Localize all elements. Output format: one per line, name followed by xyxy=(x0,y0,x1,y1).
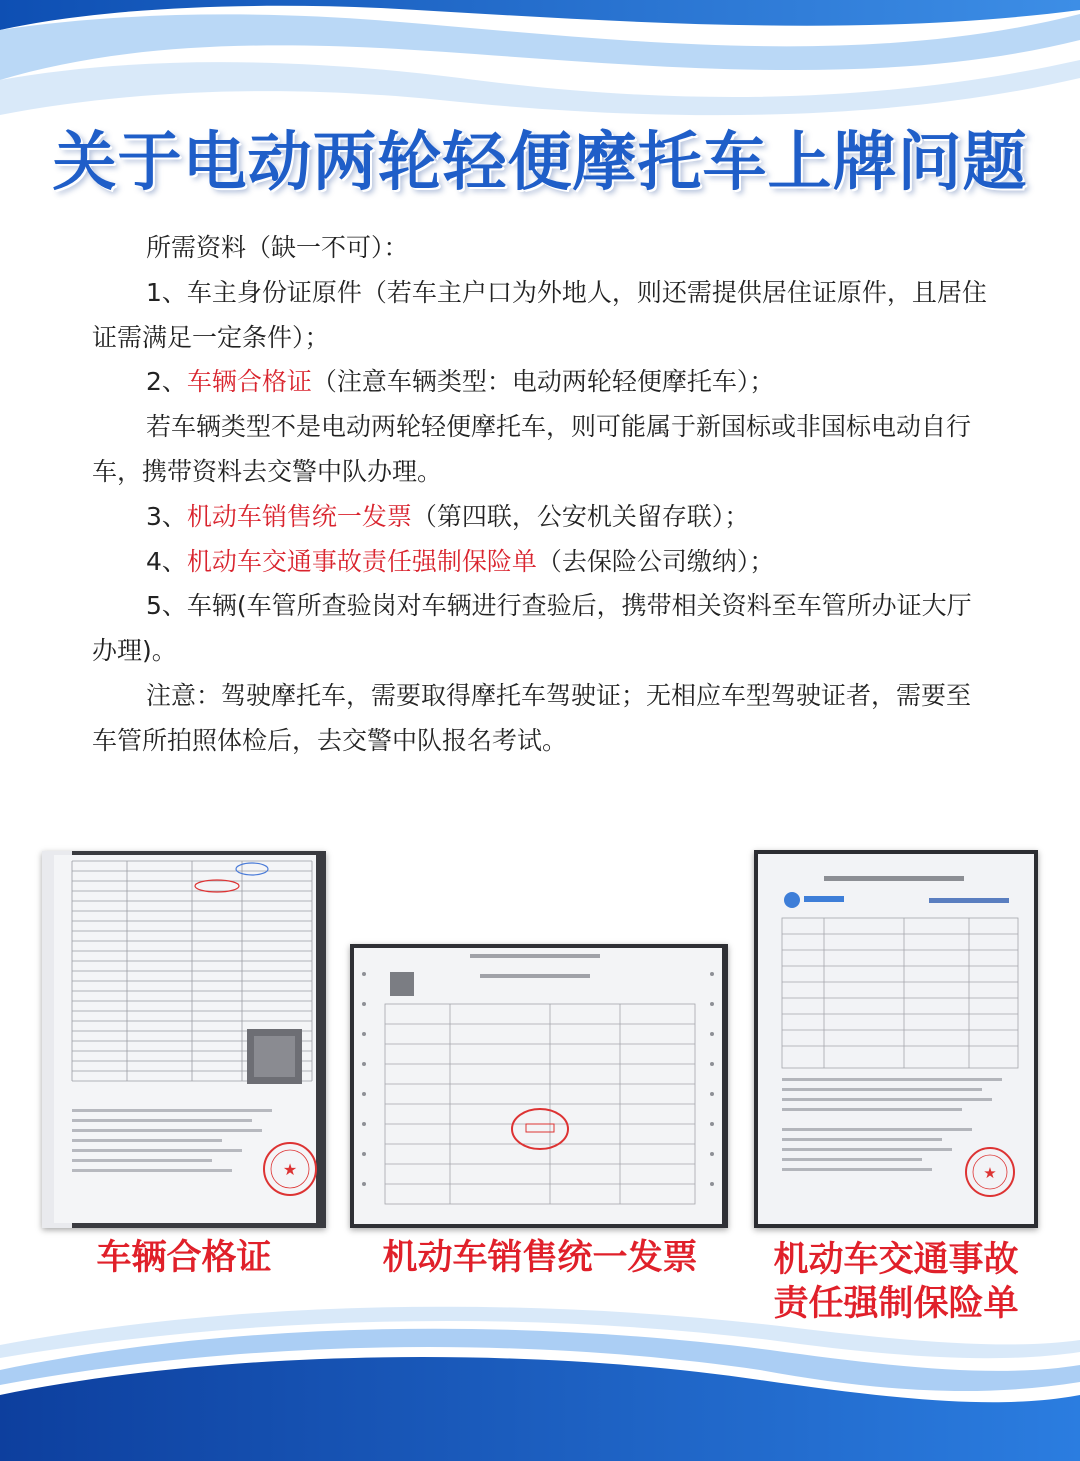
insurance-photo xyxy=(754,850,1038,1228)
intro-line: 所需资料（缺一不可）： xyxy=(146,233,409,262)
caption-insurance-line1: 机动车交通事故 xyxy=(773,1240,1019,1280)
item-4-highlight: 机动车交通事故责任强制保险单 xyxy=(186,546,537,576)
svg-text:★: ★ xyxy=(983,1164,997,1182)
caption-invoice: 机动车销售统一发票 xyxy=(382,1238,698,1278)
item-5: 5、车辆(车管所查验岗对车辆进行查验后，携带相关资料至车管所办证大厅办理)。 xyxy=(92,591,972,666)
item-4-prefix: 4、 xyxy=(146,546,187,576)
item-2 xyxy=(92,360,992,405)
item-2-prefix: 2、 xyxy=(146,367,187,397)
certificate-photo xyxy=(42,851,326,1228)
item-4-rest: （去保险公司缴纳）； xyxy=(536,546,775,576)
caption-insurance-line2: 责任强制保险单 xyxy=(773,1284,1019,1324)
requirements-text xyxy=(92,226,992,764)
item-1: 1、车主身份证原件（若车主户口为外地人，则还需提供居住证原件，且居住证需满足一定条件）； xyxy=(92,277,987,352)
item-4 xyxy=(92,540,992,585)
certificate-illustration xyxy=(42,851,326,1228)
item-2-highlight: 车辆合格证 xyxy=(186,367,312,397)
caption-certificate: 车辆合格证 xyxy=(96,1238,272,1278)
caption-insurance xyxy=(750,1238,1042,1326)
item-2-rest: （注意车辆类型：电动两轮轻便摩托车）； xyxy=(311,367,775,397)
item-3-prefix: 3、 xyxy=(146,501,187,531)
invoice-illustration xyxy=(350,944,728,1228)
item-3 xyxy=(92,495,992,540)
item-3-rest: （第四联，公安机关留存联）； xyxy=(411,501,750,531)
item-3-highlight: 机动车销售统一发票 xyxy=(186,501,412,531)
note-line: 注意：驾驶摩托车，需要取得摩托车驾驶证；无相应车型驾驶证者，需要至车管所拍照体检后，去交警中队报名考试。 xyxy=(92,680,972,755)
invoice-photo xyxy=(350,944,728,1228)
svg-text:★: ★ xyxy=(282,1160,298,1179)
page-title: 关于电动两轮轻便摩托车上牌问题 xyxy=(52,126,1028,200)
insurance-illustration xyxy=(754,850,1038,1228)
item-2-note: 若车辆类型不是电动两轮轻便摩托车，则可能属于新国标或非国标电动自行车，携带资料去交警中队办理。 xyxy=(92,412,972,486)
